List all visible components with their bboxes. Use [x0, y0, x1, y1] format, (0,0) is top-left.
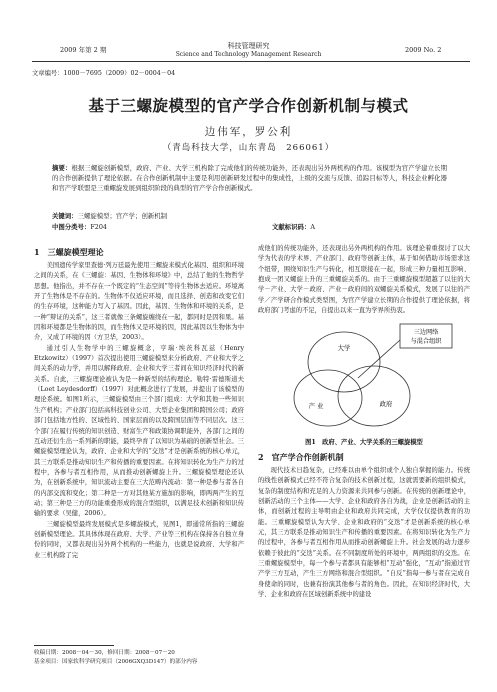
- affiliation: （青岛科技大学，山东青岛 266061）: [162, 143, 335, 153]
- figure-1: [282, 322, 460, 434]
- government-label: 政府: [379, 400, 393, 408]
- header-issue: 2009 年第 2 期: [60, 46, 107, 54]
- header-journal-en: Science and Technology Management Research: [175, 51, 322, 58]
- clc-number: [52, 223, 107, 232]
- connector-line: [358, 340, 400, 378]
- paragraph-mechanism: 现代技术日趋复杂，已经难以由单个组织或个人独自掌握的能力。传统的线性创新模式已经不符合复杂的技术创新过程，这就需要新的组织模式，复杂的制度结构和充足的人力资源来共同参与创新。在传统的创新理论中，创新活动的三个主体——大学、企业和政府各自为战，企业是创新活动的主体，而创新过程的主导明由企业和政府共同完成，大学仅仅提供教育的功能。三重螺旋模型认为大学、企业和政府的“交迭”才是创新系统的核心单元，其三方联系是推动知识生产和传播的重要因素。在将知识转化为生产力的过程中，各参与者互相作用从而推动创新螺旋上升。社会发展的动力逐步依赖于彼此的“交迭”关系。在不同制度所处的环境中，两两组织的交迭。在三重螺旋模型中，每一个参与者都具有能够相“互动”强化，“互动”指通过官产学三方互动，产生三方网络和混合型组织。“自反”指每一参与者在完成自身使命的同时，也兼有扮演其他参与者的角色。因此，在知识经济时代，大学、企业和政府在区域创新系统中的建设: [258, 467, 470, 599]
- university-label: 大学: [337, 344, 351, 352]
- keywords-label: 关键词：: [52, 212, 78, 220]
- doc-code-label: 文献标识码：: [272, 223, 311, 231]
- paragraph-model-evolution: 三螺旋模型最终发展模式是多螺旋模式，见图1，即通常所指的三螺旋创新模型理论。其具体体现在政府、大学、产业等三机构在保持各自独立身份的同时，又都表现出另外两个机构的一些能力，也就是说政府、大学和产业三机构除了完: [34, 520, 244, 559]
- header-rule: [32, 61, 470, 62]
- abstract-text: 根据三螺旋创新模型，政府、产业、大学三机构除了完成他们的传统功能外，还表现出另外两机构的作用。该模型为官产学建立长期的合作创新提供了理论依据。在合作创新机制中主要是利用创新研发过程中的集成性，上级的交流与反馈、追踪目标等人，科技企业孵化器和官产学联盟是三重螺旋发展到组织阶段的典型的官产学合作创新模式。: [52, 164, 448, 193]
- section-1-heading: 1 三螺旋模型理论: [34, 247, 104, 257]
- article-title: 基于三螺旋模型的官产学合作创新机制与模式: [88, 96, 409, 115]
- university-circle: [308, 332, 380, 392]
- industry-circle: [294, 370, 362, 426]
- footnote-rule: [34, 645, 114, 646]
- keywords: [52, 212, 167, 221]
- authors: 边伟军，罗公利: [204, 126, 293, 138]
- right-column-section2: [258, 451, 470, 666]
- footnote-fund: 基金项目：国家软科学研究项目（2006GXQ3D147）的部分内容: [34, 659, 198, 665]
- abstract: [52, 163, 447, 194]
- footnote-received: 收稿日期：2008－04－30，修回日期：2008－07－20: [34, 650, 175, 656]
- paragraph-lewontin: 美国遗传学家里查德·列万廷最先使用三螺旋来模式化基因、组织和环境之间的关系，在《三螺旋：基因、生物体和环境》中，总结了他的生物哲学思想。他指出，并不存在一个既定的“生态空间”等待生物体去适应。环境离开了生物体是不存在的。生物体不仅适应环境，而且选择、创造和改变它们的生存环境，这种能力写入了基因。因此，基因、生物体和环境的关系，是一种“辩证的关系”，这三者就像三条螺旋缠绕在一起，都同时是因和果。基因和环境都是生物体的因，而生物体又是环境的因，因此基因以生物体为中介，又成了环境的因（方卫华，2003）。: [34, 262, 244, 342]
- abstract-label: 摘要：: [52, 164, 72, 172]
- top-box-line1: 三边网络: [413, 329, 439, 336]
- paragraph-etzkowitz: 通过引人生物学中的三螺旋概念，亨瑞·埃茨科瓦兹（Henry Etzkowitz）（1997）首次提出使用三螺旋模型来分析政府、产业和大学之间关系的动力学，并用以解释政府、企业和大学三者间在知识经济时代的新关系。自此，三螺旋理论被认为是一种新型的结构理论。勒特·雷德斯道夫（Loet Leydesdorff）（1997）对此概念进行了发展，并提出了该模型的理论系统。如图1所示，三螺旋模型由三个部门组成：大学和其他一些知识生产机构；产业部门包括高科技创业公司、大型企业集团和跨国公司；政府部门包括地方性的、区域性的、国家层面的以及跨国层面等不同层次。这三个部门在履行传统的知识创造、财富生产和政策协调职能外，各部门之间的互动还衍生出一系列新的职能，最终孕育了以知识为基础的创新型社会。三螺旋模型理论认为，政府、企业和大学的“交迭”才是创新系统的核心单元，其三方联系是推动知识生产和传播的重要因素。在将知识转化为生产力的过程中，各参与者互相作用，从而推动创新螺旋上升。三螺旋模型理论还认为，在创新系统中，知识流动主要在三大范畴内流动：第一种是参与者各自的内部交流和变化；第二种是一方对其他某方施加的影响，即两两产生的互动；第三种是三方的功能重叠形成的混合型组织，以满足技术创新和知识传输的要求（吴健，2006）。: [34, 344, 244, 518]
- top-box-line2: 与混合组织: [410, 338, 442, 345]
- article-number: 文章编号：1000－7695（2009）02－0004－04: [32, 70, 176, 77]
- industry-label: 产 业: [308, 402, 324, 410]
- document-code: [272, 223, 315, 232]
- header-journal-cn: 科技管理研究: [227, 42, 270, 50]
- right-column-intro: [258, 244, 470, 327]
- keywords-text: 三螺旋模型；官产学；创新机制: [77, 212, 168, 220]
- paragraph-theory-continuation: 成他们的传统功能外，还表现出另外两机构的作用。该理论着重探讨了以大学为代表的学术界、产业部门、政府等创新主体，基于如何借助市场需求这个纽带，围绕知识生产与转化，相互联接在一起，形成三种力量相互影响、抱成一团又螺旋上升的三重螺旋关系的。由于三重螺旋模型超越了以往的大学－产业、大学－政府、产业－政府间的双螺旋关系模式，发展了以往的产学／产学研合作模式类型图，为官产学建立长期的合作提供了理论依据，将政府部门考虑的不足，自提出以来一直为学界所热衷。: [258, 245, 470, 315]
- header-issue-en: 2009 No. 2: [405, 46, 442, 54]
- doc-code-text: A: [310, 223, 315, 231]
- government-circle: [338, 366, 410, 426]
- figure-1-caption: 图1 政府、产业、大学关系的三螺旋模型: [305, 439, 423, 446]
- left-column: [34, 244, 244, 639]
- clc-label: 中图分类号：: [52, 223, 91, 231]
- section-2-heading: 2 官产学合作创新机制: [258, 452, 344, 462]
- clc-text: F204: [90, 223, 107, 231]
